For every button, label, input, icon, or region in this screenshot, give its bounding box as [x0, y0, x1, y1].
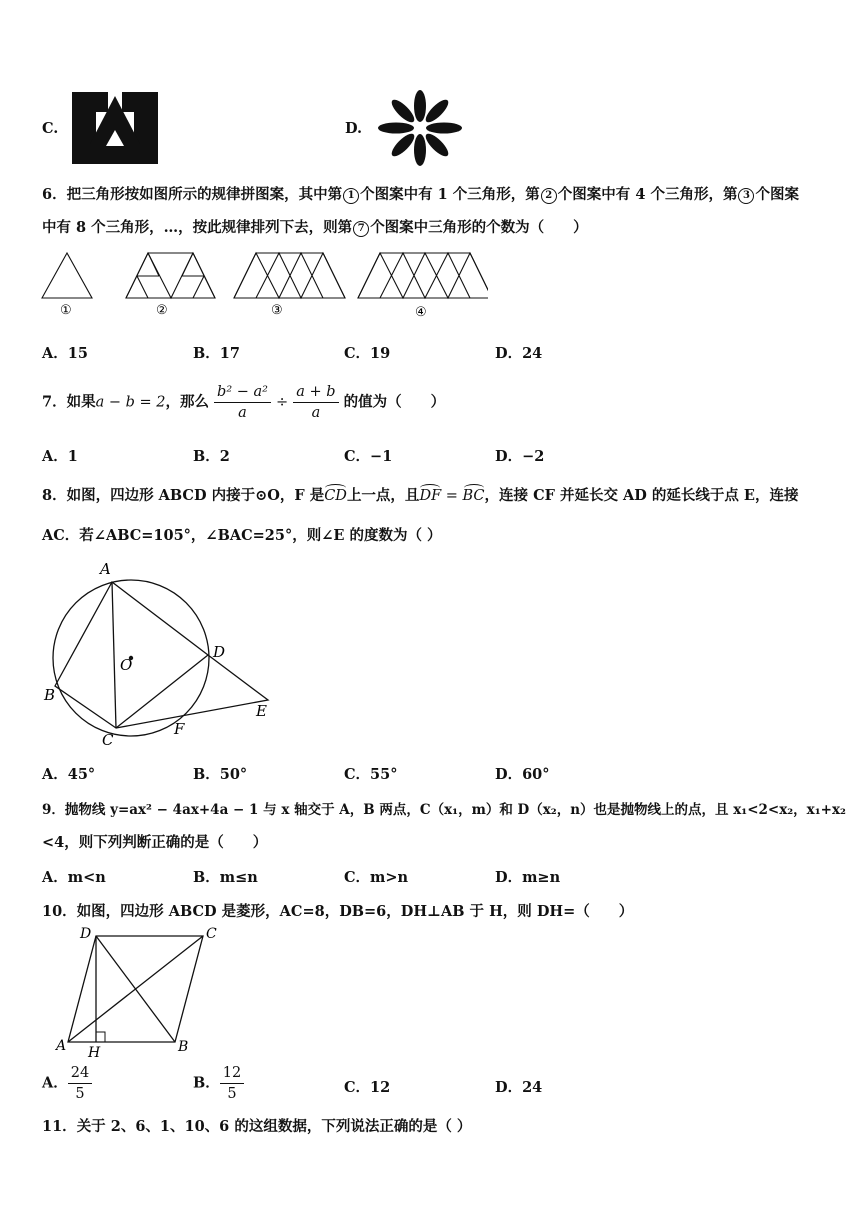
q6-line2: 中有 8 个三角形，…，按此规律排列下去，则第 7 个图案中三角形的个数为（ ）	[42, 219, 588, 236]
option-c-figure	[70, 90, 160, 166]
q9-line1: 9．抛物线 y=ax² − 4ax+4a − 1 与 x 轴交于 A，B 两点，C（x₁，m）和 D（x₂，n）也是抛物线上的点，且 x₁<2<x₂，x₁+x₂	[42, 802, 846, 818]
q11-line1: 11．关于 2、6、1、10、6 的这组数据，下列说法正确的是（ ）	[42, 1118, 472, 1135]
q6-fig-label-4: ④	[415, 305, 427, 320]
q8-option-b[interactable]: B．50°	[193, 766, 248, 783]
q7-fraction-1: $\frac{\text{b² − a²}}{a}$	[214, 382, 271, 423]
q8-line1: 8．如图，四边形 ABCD 内接于⊙O，F 是CD上一点，且DF = BC，连接 CF 并延长交 AD 的延长线于点 E，连接	[42, 487, 799, 504]
q10-label-d: D	[80, 926, 92, 942]
q8-option-d[interactable]: D．60°	[495, 766, 550, 783]
q6-option-b[interactable]: B．17	[193, 345, 240, 362]
q7-option-d[interactable]: D．−2	[495, 448, 545, 465]
q8-option-a[interactable]: A．45°	[42, 766, 96, 783]
q8-figure	[40, 558, 280, 748]
q7-option-c[interactable]: C．−1	[344, 448, 393, 465]
q10-option-d[interactable]: D．24	[495, 1079, 543, 1096]
q9-option-c[interactable]: C．m>n	[344, 869, 409, 886]
option-c-label: C.	[42, 120, 59, 137]
q10-label-b: B	[178, 1039, 189, 1055]
q8-label-f: F	[174, 720, 185, 738]
q9-option-b[interactable]: B．m≤n	[193, 869, 258, 886]
q10-label-c: C	[206, 926, 217, 942]
q8-label-a: A	[100, 560, 111, 578]
option-d-figure	[374, 90, 466, 166]
q6-option-c[interactable]: C．19	[344, 345, 391, 362]
q10-figure	[52, 922, 222, 1060]
q7-option-b[interactable]: B．2	[193, 448, 230, 465]
q8-label-o: O	[120, 656, 133, 674]
q8-option-c[interactable]: C．55°	[344, 766, 398, 783]
q6-fig-label-3: ③	[271, 303, 283, 318]
q6-fig-label-2: ②	[156, 303, 168, 318]
q6-figure	[38, 248, 488, 322]
q10-label-a: A	[56, 1038, 67, 1054]
q7-fraction-2: $\frac{a + b}{a}$	[293, 382, 338, 423]
q6-option-d[interactable]: D．24	[495, 345, 543, 362]
q10-label-h: H	[88, 1045, 101, 1060]
q8-label-d: D	[213, 643, 226, 661]
q9-line2: <4，则下列判断正确的是（ ）	[42, 834, 268, 851]
q8-label-e: E	[256, 702, 267, 720]
q6-option-a[interactable]: A．15	[42, 345, 88, 362]
q10-option-c[interactable]: C．12	[344, 1079, 391, 1096]
q10-option-b[interactable]: B． $\frac{12}{5}$	[193, 1063, 244, 1104]
q10-option-a[interactable]: A． $\frac{24}{5}$	[42, 1063, 92, 1104]
q10-line1: 10．如图，四边形 ABCD 是菱形，AC=8，DB=6，DH⊥AB 于 H，则 DH=（ ）	[42, 903, 634, 920]
q6-line1: 6．把三角形按如图所示的规律拼图案，其中第 1 个图案中有 1 个三角形，第 2 个图案中有 4 个三角形，第 3 个图案	[42, 186, 799, 203]
q8-label-c: C	[102, 731, 114, 748]
q7-option-a[interactable]: A．1	[42, 448, 78, 465]
option-d-label: D.	[345, 120, 363, 137]
q6-fig-label-1: ①	[60, 303, 72, 318]
q8-line2: AC．若∠ABC=105°，∠BAC=25°，则∠E 的度数为（ ）	[42, 527, 442, 544]
q9-option-d[interactable]: D．m≥n	[495, 869, 561, 886]
q8-label-b: B	[44, 686, 56, 704]
q9-option-a[interactable]: A．m<n	[42, 869, 106, 886]
q7-line: 7．如果a − b = 2，那么 $\frac{\text{b² − a²}}{a}$ ÷ $\frac{a + b}{a}$ 的值为（ ）	[42, 384, 446, 421]
